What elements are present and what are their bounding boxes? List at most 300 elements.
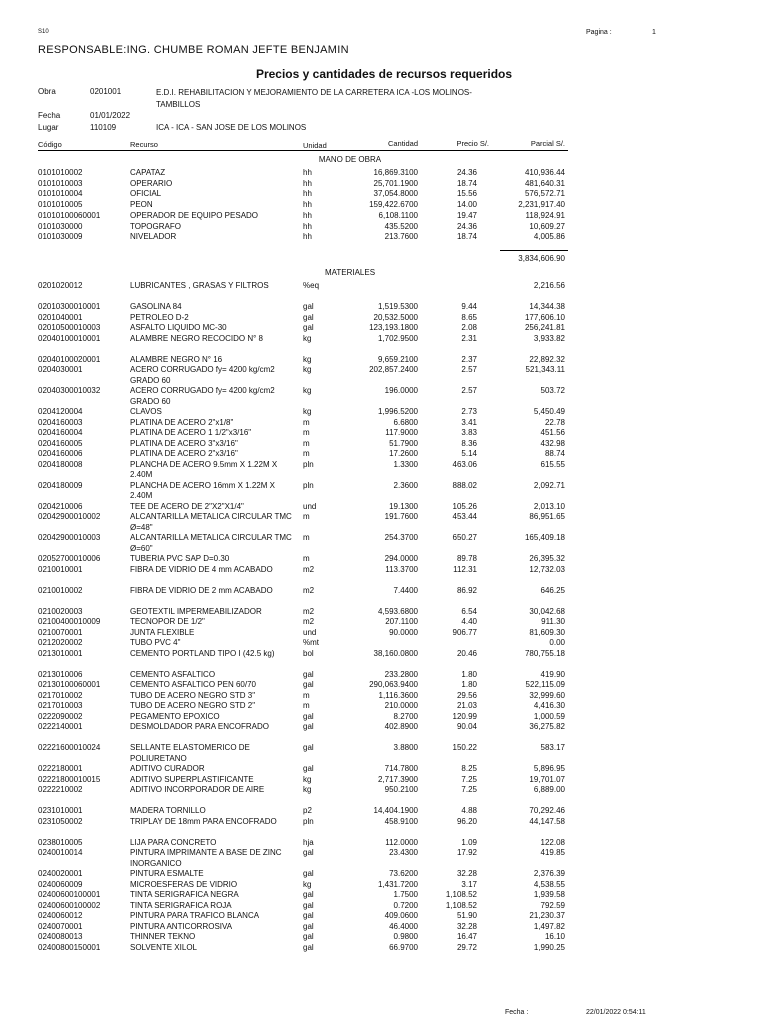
- resource-quantity: 112.0000: [385, 837, 418, 847]
- resource-code: 0210070001: [38, 627, 83, 637]
- lugar-label: Lugar: [38, 123, 59, 132]
- resource-unit: hh: [303, 210, 312, 220]
- resource-parcial: 5,896.95: [533, 764, 565, 773]
- resource-code: 02052700010006: [38, 554, 101, 563]
- resource-description: PLANCHA DE ACERO 9.5mm X 1.22M X 2.40M: [130, 459, 278, 479]
- resource-parcial: 88.74: [544, 449, 565, 458]
- resource-price: 15.56: [456, 189, 477, 199]
- resource-description: TUBO DE ACERO NEGRO STD 2": [130, 701, 256, 710]
- resource-code: 0204120004: [38, 407, 83, 416]
- resource-parcial: 10,609.27: [529, 221, 565, 231]
- resource-parcial: 177,606.10: [524, 312, 565, 322]
- resource-parcial: 14,344.38: [529, 302, 565, 311]
- obra-description: E.D.I. REHABILITACION Y MEJORAMIENTO DE LA CARRETERA ICA -LOS MOLINOS-TAMBILLOS: [156, 88, 472, 109]
- resource-price: 1,108.52: [445, 890, 477, 899]
- resource-parcial: 521,343.11: [525, 365, 565, 374]
- resource-parcial: 419.90: [540, 669, 565, 679]
- resource-description: OFICIAL: [130, 189, 162, 199]
- resource-parcial: 2,216.56: [533, 281, 565, 290]
- resource-price: 3.41: [461, 417, 477, 427]
- resource-parcial: 118,924.91: [525, 210, 565, 220]
- resource-price: 32.28: [456, 869, 477, 878]
- resource-unit: m2: [303, 585, 315, 595]
- resource-price: 6.54: [461, 606, 477, 616]
- resource-code: 0231010001: [38, 806, 83, 815]
- resource-parcial: 5,450.49: [533, 407, 565, 416]
- resource-parcial: 256,241.81: [524, 323, 565, 332]
- resource-unit: m: [303, 701, 310, 710]
- resource-unit: %eq: [303, 281, 320, 290]
- resource-price: 4.40: [461, 617, 477, 626]
- resource-unit: m: [303, 554, 310, 563]
- resource-parcial: 2,231,917.40: [518, 200, 565, 210]
- resource-unit: m: [303, 533, 310, 542]
- resource-code: 02010500010003: [38, 323, 101, 332]
- resource-code: 0217010003: [38, 701, 83, 710]
- resource-quantity: 950.2100: [384, 785, 418, 794]
- resource-code: 0210010001: [38, 564, 83, 574]
- resource-price: 9.44: [461, 302, 477, 311]
- resource-parcial: 451.56: [540, 428, 565, 437]
- resource-price: 29.56: [456, 690, 477, 700]
- resource-price: 90.04: [456, 722, 477, 731]
- resource-price: 8.36: [461, 438, 477, 448]
- resource-parcial: 2,092.71: [533, 480, 565, 490]
- resource-price: 19.47: [456, 210, 477, 220]
- resource-price: 2.57: [461, 386, 477, 395]
- resource-quantity: 38,160.0800: [373, 648, 418, 658]
- resource-description: PEON: [130, 200, 153, 210]
- resource-parcial: 576,572.71: [524, 189, 565, 199]
- resource-price: 18.74: [456, 178, 477, 188]
- resource-parcial: 3,933.82: [533, 333, 565, 343]
- resource-description: PLATINA DE ACERO 3"x3/16": [130, 438, 238, 448]
- resource-code: 0240080013: [38, 932, 83, 941]
- resource-price: 1.80: [461, 680, 477, 689]
- resource-quantity: 196.0000: [384, 386, 418, 395]
- resource-description: TINTA SERIGRAFICA ROJA: [130, 900, 232, 910]
- resource-code: 0101030009: [38, 232, 83, 242]
- resource-quantity: 1.7500: [393, 890, 418, 899]
- resource-quantity: 6.6800: [393, 417, 418, 427]
- resource-parcial: 503.72: [540, 386, 565, 395]
- resource-unit: gal: [303, 890, 314, 899]
- resource-code: 0222090002: [38, 711, 83, 721]
- column-header-unidad: Unidad: [303, 141, 327, 150]
- resource-parcial: 780,755.18: [524, 648, 565, 658]
- resource-unit: gal: [303, 302, 314, 311]
- column-header-precio: Precio S/.: [456, 139, 489, 148]
- resource-description: SELLANTE ELASTOMERICO DE POLIURETANO: [130, 743, 250, 763]
- resource-quantity: 191.7600: [384, 512, 418, 521]
- resource-description: THINNER TEKNO: [130, 932, 196, 941]
- resource-code: 0240060009: [38, 879, 83, 889]
- resource-unit: gal: [303, 869, 314, 878]
- resource-price: 7.25: [461, 785, 477, 794]
- column-header-codigo: Código: [38, 140, 62, 149]
- resource-price: 89.78: [456, 554, 477, 563]
- resource-parcial: 911.30: [541, 617, 565, 626]
- resource-quantity: 6,108.1100: [378, 210, 418, 220]
- resource-code: 0222210002: [38, 785, 83, 794]
- resource-unit: gal: [303, 743, 314, 752]
- obra-label: Obra: [38, 87, 56, 96]
- resource-price: 20.46: [456, 648, 477, 658]
- resource-price: 1.80: [461, 669, 477, 679]
- resource-code: 0101010005: [38, 200, 83, 210]
- resource-code: 0213010006: [38, 669, 83, 679]
- resource-price: 51.90: [456, 911, 477, 920]
- resource-code: 0222140001: [38, 722, 83, 731]
- resource-description: PETROLEO D-2: [130, 312, 189, 322]
- resource-price: 8.25: [461, 764, 477, 773]
- resource-unit: gal: [303, 848, 314, 857]
- resource-price: 32.28: [456, 921, 477, 931]
- resource-unit: m: [303, 438, 310, 448]
- resource-price: 3.83: [461, 428, 477, 437]
- resource-quantity: 37,054.8000: [373, 189, 418, 199]
- page-number: 1: [652, 29, 656, 36]
- resource-price: 29.72: [456, 942, 477, 952]
- resource-quantity: 207.1100: [385, 617, 418, 626]
- resource-code: 0217010002: [38, 690, 83, 700]
- resource-description: TEE DE ACERO DE 2"X2"X1/4": [130, 501, 244, 511]
- resource-price: 96.20: [456, 816, 477, 826]
- resource-quantity: 73.6200: [389, 869, 418, 878]
- resource-unit: pln: [303, 459, 314, 469]
- resource-parcial: 86,951.65: [529, 512, 565, 521]
- resource-unit: pln: [303, 816, 314, 826]
- resource-price: 906.77: [452, 627, 477, 637]
- resource-description: PEGAMENTO EPOXICO: [130, 711, 220, 721]
- footer-fecha-label: Fecha :: [505, 1009, 529, 1016]
- resource-unit: m2: [303, 564, 315, 574]
- resource-code: 0240070001: [38, 921, 83, 931]
- resource-price: 2.31: [461, 333, 477, 343]
- resource-unit: gal: [303, 323, 314, 332]
- resource-price: 14.00: [456, 200, 477, 210]
- resource-price: 1.09: [461, 837, 477, 847]
- report-code: S10: [38, 29, 49, 35]
- resource-description: DESMOLDADOR PARA ENCOFRADO: [130, 722, 269, 731]
- resource-code: 01010100060001: [38, 210, 101, 220]
- resource-price: 150.22: [452, 743, 477, 752]
- resource-parcial: 0.00: [549, 638, 565, 647]
- resource-description: NIVELADOR: [130, 232, 177, 242]
- resource-description: LIJA PARA CONCRETO: [130, 837, 217, 847]
- resource-unit: und: [303, 627, 317, 637]
- resource-unit: gal: [303, 942, 314, 952]
- resource-unit: kg: [303, 774, 312, 784]
- resource-quantity: 1.3300: [393, 459, 418, 469]
- resource-description: FIBRA DE VIDRIO DE 4 mm ACABADO: [130, 564, 273, 574]
- subtotal-mano-de-obra: 3,834,606.90: [518, 254, 565, 263]
- resource-quantity: 20,532.5000: [373, 312, 418, 322]
- resource-price: 16.47: [456, 932, 477, 941]
- column-header-parcial: Parcial S/.: [530, 139, 565, 148]
- resource-unit: gal: [303, 932, 314, 941]
- resource-quantity: 1,519.5300: [377, 302, 418, 311]
- resource-code: 0210010002: [38, 585, 83, 595]
- obra-code: 0201001: [90, 87, 122, 96]
- resource-description: CAPATAZ: [130, 168, 166, 177]
- resource-unit: m: [303, 690, 310, 700]
- resource-quantity: 233.2800: [384, 669, 418, 679]
- resource-description: LUBRICANTES , GRASAS Y FILTROS: [130, 281, 269, 290]
- resource-price: 2.57: [461, 365, 477, 374]
- resource-code: 0204160004: [38, 428, 83, 437]
- resource-parcial: 432.98: [540, 438, 565, 448]
- resource-quantity: 210.0000: [384, 701, 418, 710]
- resource-quantity: 0.7200: [393, 900, 418, 910]
- resource-parcial: 81,609.30: [529, 627, 565, 637]
- resource-description: ADITIVO CURADOR: [130, 764, 205, 773]
- resource-code: 02400600100002: [38, 900, 101, 910]
- resource-price: 105.26: [452, 501, 477, 511]
- resource-code: 0101030000: [38, 221, 83, 231]
- resource-price: 2.37: [461, 354, 477, 364]
- resource-parcial: 19,701.07: [529, 774, 565, 784]
- lugar-code: 110109: [90, 123, 117, 132]
- resource-price: 3.17: [461, 879, 477, 889]
- resource-price: 650.27: [452, 533, 477, 542]
- resource-quantity: 17.2600: [389, 449, 418, 458]
- resource-unit: gal: [303, 722, 314, 731]
- resource-parcial: 1,990.25: [533, 942, 565, 952]
- resource-code: 0240010014: [38, 848, 83, 857]
- resource-code: 02040100010001: [38, 333, 101, 343]
- resource-quantity: 202,857.2400: [369, 365, 418, 374]
- resource-code: 0240020001: [38, 869, 83, 878]
- resource-parcial: 1,000.59: [533, 711, 565, 721]
- resource-quantity: 254.3700: [384, 533, 418, 542]
- resource-description: FIBRA DE VIDRIO DE 2 mm ACABADO: [130, 585, 273, 595]
- resource-parcial: 22.78: [544, 417, 565, 427]
- resource-description: PLATINA DE ACERO 1 1/2"x3/16": [130, 428, 252, 437]
- resource-unit: kg: [303, 407, 312, 416]
- resource-quantity: 290,063.9400: [369, 680, 418, 689]
- resource-unit: hh: [303, 232, 312, 242]
- resource-quantity: 458.9100: [384, 816, 418, 826]
- section-title-materiales: MATERIALES: [324, 268, 376, 277]
- resource-unit: hja: [303, 837, 314, 847]
- resource-price: 112.31: [453, 564, 477, 574]
- resource-quantity: 19.1300: [389, 501, 418, 511]
- resource-code: 0212020002: [38, 638, 83, 647]
- resource-code: 0204030001: [38, 365, 83, 374]
- resource-description: JUNTA FLEXIBLE: [130, 627, 195, 637]
- resource-code: 0231050002: [38, 816, 83, 826]
- resource-price: 453.44: [452, 512, 477, 521]
- resource-price: 7.25: [461, 774, 477, 784]
- page-label: Pagina :: [586, 29, 612, 36]
- resource-parcial: 6,889.00: [533, 785, 565, 794]
- resource-quantity: 113.3700: [385, 564, 418, 574]
- resource-parcial: 583.17: [540, 743, 565, 752]
- resource-unit: %mt: [303, 638, 319, 647]
- resource-parcial: 16.10: [544, 932, 565, 941]
- resource-price: 2.08: [461, 323, 477, 332]
- resource-parcial: 44,147.58: [529, 816, 565, 826]
- resource-parcial: 122.08: [540, 837, 565, 847]
- resource-quantity: 4,593.6800: [377, 606, 418, 616]
- resource-price: 463.06: [452, 459, 477, 469]
- resource-parcial: 792.59: [540, 900, 565, 910]
- column-header-recurso: Recurso: [130, 140, 158, 149]
- resource-unit: kg: [303, 333, 312, 343]
- resource-code: 0204160003: [38, 417, 83, 427]
- resource-quantity: 3.8800: [393, 743, 418, 752]
- resource-quantity: 9,659.2100: [377, 354, 418, 364]
- resource-parcial: 410,936.44: [524, 168, 565, 177]
- resource-quantity: 0.9800: [393, 932, 418, 941]
- resource-description: TUBO DE ACERO NEGRO STD 3": [130, 690, 256, 700]
- resource-description: CLAVOS: [130, 407, 162, 416]
- resource-unit: gal: [303, 711, 314, 721]
- resource-description: PINTURA IMPRIMANTE A BASE DE ZINC INORGANICO: [130, 848, 282, 868]
- resource-unit: gal: [303, 764, 314, 773]
- resource-parcial: 22,892.32: [529, 354, 565, 364]
- responsable: RESPONSABLE:ING. CHUMBE ROMAN JEFTE BENJAMIN: [38, 44, 349, 56]
- resource-price: 18.74: [456, 232, 477, 242]
- resource-parcial: 419.85: [540, 848, 565, 857]
- resource-code: 0201020012: [38, 281, 83, 290]
- resource-price: 4.88: [461, 806, 477, 815]
- resource-price: 24.36: [456, 168, 477, 177]
- resource-parcial: 70,292.46: [529, 806, 565, 815]
- resource-code: 0101010002: [38, 168, 83, 177]
- resource-code: 0213010001: [38, 648, 83, 658]
- resource-unit: m: [303, 512, 310, 521]
- resource-description: MADERA TORNILLO: [130, 806, 206, 815]
- resource-quantity: 90.0000: [389, 627, 418, 637]
- resource-code: 0238010005: [38, 837, 83, 847]
- resource-description: TUBERIA PVC SAP D=0.30: [130, 554, 230, 563]
- resource-parcial: 165,409.18: [524, 533, 565, 542]
- resource-description: TECNOPOR DE 1/2": [130, 617, 205, 626]
- resource-code: 02010300010001: [38, 302, 101, 311]
- resource-price: 8.65: [461, 312, 477, 322]
- resource-description: ADITIVO INCORPORADOR DE AIRE: [130, 785, 265, 794]
- resource-unit: m: [303, 449, 310, 458]
- resource-quantity: 402.8900: [384, 722, 418, 731]
- resource-parcial: 4,538.55: [533, 879, 565, 889]
- resource-quantity: 294.0000: [384, 554, 418, 563]
- resource-price: 888.02: [452, 480, 477, 490]
- resource-unit: m2: [303, 606, 315, 616]
- resource-code: 02042900010003: [38, 533, 101, 542]
- resource-parcial: 481,640.31: [524, 178, 565, 188]
- resource-code: 0204180009: [38, 480, 83, 490]
- resource-unit: p2: [303, 806, 312, 815]
- resource-description: SOLVENTE XILOL: [130, 942, 197, 952]
- resource-price: 21.03: [456, 701, 477, 710]
- resource-unit: m: [303, 417, 310, 427]
- resource-code: 0204160006: [38, 449, 83, 458]
- resource-quantity: 117.9000: [385, 428, 418, 437]
- resource-unit: hh: [303, 168, 312, 177]
- resource-description: MICROESFERAS DE VIDRIO: [130, 879, 238, 889]
- resource-unit: und: [303, 501, 317, 511]
- resource-unit: gal: [303, 900, 314, 910]
- resource-quantity: 714.7800: [384, 764, 418, 773]
- resource-description: GASOLINA 84: [130, 302, 182, 311]
- resource-description: ASFALTO LIQUIDO MC-30: [130, 323, 227, 332]
- resource-parcial: 21,230.37: [529, 911, 565, 920]
- column-header-cantidad: Cantidad: [387, 139, 418, 148]
- resource-code: 0222180001: [38, 764, 83, 773]
- resource-unit: gal: [303, 911, 314, 920]
- resource-code: 02400600100001: [38, 890, 101, 899]
- resource-parcial: 4,416.30: [533, 701, 565, 710]
- resource-quantity: 46.4000: [389, 921, 418, 931]
- resource-description: TUBO PVC 4": [130, 638, 181, 647]
- resource-quantity: 1,431.7200: [377, 879, 418, 889]
- resource-quantity: 2,717.3900: [377, 774, 418, 784]
- resource-quantity: 159,422.6700: [369, 200, 418, 210]
- resource-quantity: 23.4300: [389, 848, 418, 857]
- resource-description: ALAMBRE NEGRO RECOCIDO N° 8: [130, 333, 263, 343]
- resource-description: PINTURA ESMALTE: [130, 869, 204, 878]
- resource-unit: kg: [303, 365, 312, 374]
- resource-description: ALCANTARILLA METALICA CIRCULAR TMC Ø=60": [130, 533, 292, 553]
- resource-unit: kg: [303, 386, 312, 395]
- resource-quantity: 213.7600: [384, 232, 418, 242]
- resource-code: 0210020003: [38, 606, 83, 616]
- resource-quantity: 16,869.3100: [373, 168, 418, 177]
- resource-description: OPERARIO: [130, 178, 173, 188]
- header-divider: [38, 150, 568, 151]
- resource-parcial: 12,732.03: [529, 564, 565, 574]
- resource-code: 0201040001: [38, 312, 83, 322]
- resource-unit: kg: [303, 354, 312, 364]
- report-title: Precios y cantidades de recursos requeridos: [255, 67, 513, 81]
- resource-price: 120.99: [452, 711, 477, 721]
- resource-unit: hh: [303, 200, 312, 210]
- resource-price: 17.92: [456, 848, 477, 857]
- resource-quantity: 409.0600: [384, 911, 418, 920]
- fecha-value: 01/01/2022: [90, 111, 131, 120]
- resource-parcial: 36,275.82: [529, 722, 565, 731]
- resource-description: ACERO CORRUGADO fy= 4200 kg/cm2 GRADO 60: [130, 386, 275, 406]
- resource-quantity: 8.2700: [393, 711, 418, 721]
- resource-unit: hh: [303, 178, 312, 188]
- footer-fecha-value: 22/01/2022 0:54:11: [586, 1009, 646, 1016]
- resource-description: TOPOGRAFO: [130, 221, 181, 231]
- resource-unit: hh: [303, 221, 312, 231]
- resource-quantity: 66.9700: [389, 942, 418, 952]
- resource-price: 1,108.52: [445, 900, 477, 910]
- resource-description: TINTA SERIGRAFICA NEGRA: [130, 890, 239, 899]
- resource-parcial: 522,115.09: [525, 680, 565, 689]
- resource-description: PLANCHA DE ACERO 16mm X 1.22M X 2.40M: [130, 480, 275, 500]
- lugar-description: ICA - ICA - SAN JOSE DE LOS MOLINOS: [156, 123, 307, 132]
- resource-code: 0204210006: [38, 501, 83, 511]
- resource-unit: gal: [303, 921, 314, 931]
- resource-code: 02040100020001: [38, 354, 101, 364]
- resource-unit: hh: [303, 189, 312, 199]
- resource-description: CEMENTO PORTLAND TIPO I (42.5 kg): [130, 648, 275, 658]
- resource-code: 0204160005: [38, 438, 83, 448]
- resource-quantity: 51.7900: [389, 438, 418, 448]
- resource-description: PINTURA ANTICORROSIVA: [130, 921, 233, 931]
- resource-unit: pln: [303, 480, 314, 490]
- resource-parcial: 30,042.68: [529, 606, 565, 616]
- resource-description: PINTURA PARA TRAFICO BLANCA: [130, 911, 260, 920]
- resource-parcial: 1,497.82: [533, 921, 565, 931]
- resource-description: PLATINA DE ACERO 2"x1/8": [130, 417, 234, 427]
- resource-price: 86.92: [456, 585, 477, 595]
